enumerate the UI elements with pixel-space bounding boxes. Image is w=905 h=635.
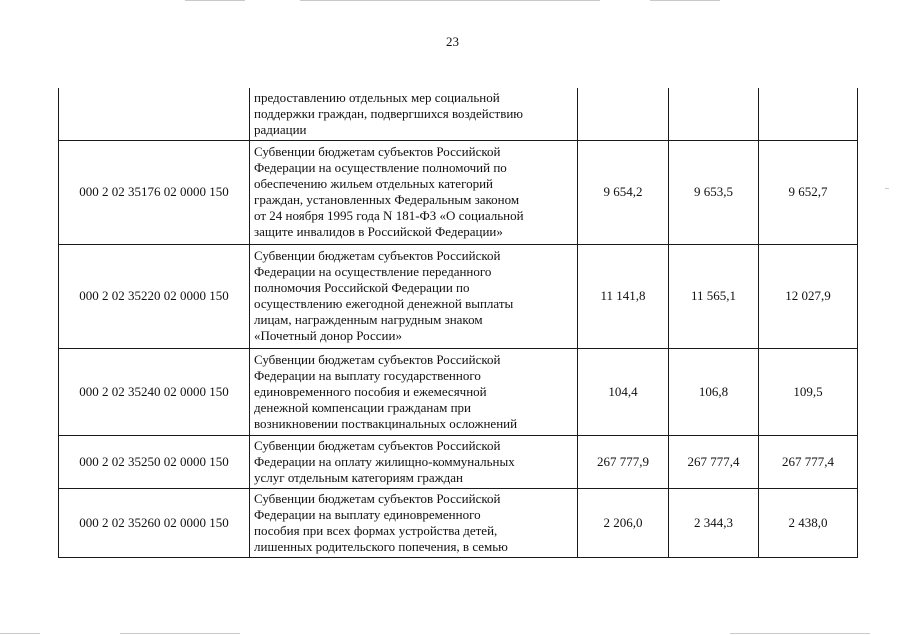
description-cell xyxy=(250,140,578,244)
table-row xyxy=(59,435,858,488)
scan-edge-mark xyxy=(650,0,720,1)
description-line: услуг отдельным категориям граждан xyxy=(254,469,463,485)
value-cell-2: 2 344,3 xyxy=(669,488,759,557)
budget-code-cell: 000 2 02 35240 02 0000 150 xyxy=(59,348,250,435)
budget-code-cell: 000 2 02 35250 02 0000 150 xyxy=(59,435,250,488)
description-line: Федерации на оплату жилищно-коммунальных xyxy=(254,453,515,469)
description-line: Субвенции бюджетам субъектов Российской xyxy=(254,248,501,263)
scan-edge-mark xyxy=(185,0,245,1)
description-line: от 24 ноября 1995 года N 181-ФЗ «О социальной xyxy=(254,208,524,223)
description-line: Федерации на выплату государственного xyxy=(254,367,481,383)
description-cell xyxy=(250,348,578,435)
table-row xyxy=(59,140,858,244)
budget-table xyxy=(58,88,858,558)
value-cell-1: 104,4 xyxy=(578,348,669,435)
scan-edge-mark xyxy=(730,633,870,634)
description-line: возникновении поствакцинальных осложнений xyxy=(254,415,518,431)
description-line: Федерации на осуществление переданного xyxy=(254,264,492,279)
description-cell xyxy=(250,244,578,348)
description-line: обеспечению жильем отдельных категорий xyxy=(254,176,494,191)
scan-edge-mark xyxy=(0,633,40,634)
budget-code-cell: 000 2 02 35220 02 0000 150 xyxy=(59,244,250,348)
description-cell xyxy=(250,435,578,488)
description-line: Субвенции бюджетам субъектов Российской xyxy=(254,144,501,159)
table-row xyxy=(59,348,858,435)
value-cell-1: 9 654,2 xyxy=(578,140,669,244)
value-cell-2: 11 565,1 xyxy=(669,244,759,348)
value-cell-2: 267 777,4 xyxy=(669,435,759,488)
description-line: лишенных родительского попечения, в семью xyxy=(254,538,508,554)
value-cell-1: 267 777,9 xyxy=(578,435,669,488)
scan-edge-mark xyxy=(885,188,889,189)
value-cell-3: 2 438,0 xyxy=(759,488,858,557)
scan-edge-mark xyxy=(300,0,600,1)
description-cell xyxy=(250,88,578,140)
budget-code-cell xyxy=(59,88,250,140)
value-cell-1 xyxy=(578,88,669,140)
value-cell-3: 12 027,9 xyxy=(759,244,858,348)
description-line: пособия при всех формах устройства детей, xyxy=(254,522,498,538)
description-cell xyxy=(250,488,578,557)
description-line: защите инвалидов в Российской Федерации» xyxy=(254,224,503,239)
description-line: «Почетный донор России» xyxy=(254,328,402,343)
scan-edge-mark xyxy=(120,633,240,634)
description-line: Федерации на осуществление полномочий по xyxy=(254,160,507,175)
budget-code-cell: 000 2 02 35176 02 0000 150 xyxy=(59,140,250,244)
description-line: осуществлению ежегодной денежной выплаты xyxy=(254,296,514,311)
description-line: поддержки граждан, подвергшихся воздействию xyxy=(254,105,524,121)
description-line: Федерации на выплату единовременного xyxy=(254,506,481,522)
description-line: Субвенции бюджетам субъектов Российской xyxy=(254,351,501,367)
description-line: полномочия Российской Федерации по xyxy=(254,280,470,295)
value-cell-2: 9 653,5 xyxy=(669,140,759,244)
value-cell-3 xyxy=(759,88,858,140)
budget-code-cell: 000 2 02 35260 02 0000 150 xyxy=(59,488,250,557)
description-line: Субвенции бюджетам субъектов Российской xyxy=(254,490,501,506)
value-cell-3: 267 777,4 xyxy=(759,435,858,488)
value-cell-1: 2 206,0 xyxy=(578,488,669,557)
value-cell-1: 11 141,8 xyxy=(578,244,669,348)
value-cell-2 xyxy=(669,88,759,140)
page-number: 23 xyxy=(446,34,459,49)
value-cell-3: 9 652,7 xyxy=(759,140,858,244)
table-row xyxy=(59,244,858,348)
value-cell-2: 106,8 xyxy=(669,348,759,435)
description-line: предоставлению отдельных мер социальной xyxy=(254,89,500,105)
table-row xyxy=(59,88,858,140)
description-line: радиации xyxy=(254,121,307,137)
value-cell-3: 109,5 xyxy=(759,348,858,435)
description-line: граждан, установленных Федеральным законом xyxy=(254,192,520,207)
description-line: Субвенции бюджетам субъектов Российской xyxy=(254,437,501,453)
description-line: лицам, награжденным нагрудным знаком xyxy=(254,312,483,327)
description-line: денежной компенсации гражданам при xyxy=(254,399,471,415)
description-line: единовременного пособия и ежемесячной xyxy=(254,383,487,399)
table-row xyxy=(59,488,858,557)
